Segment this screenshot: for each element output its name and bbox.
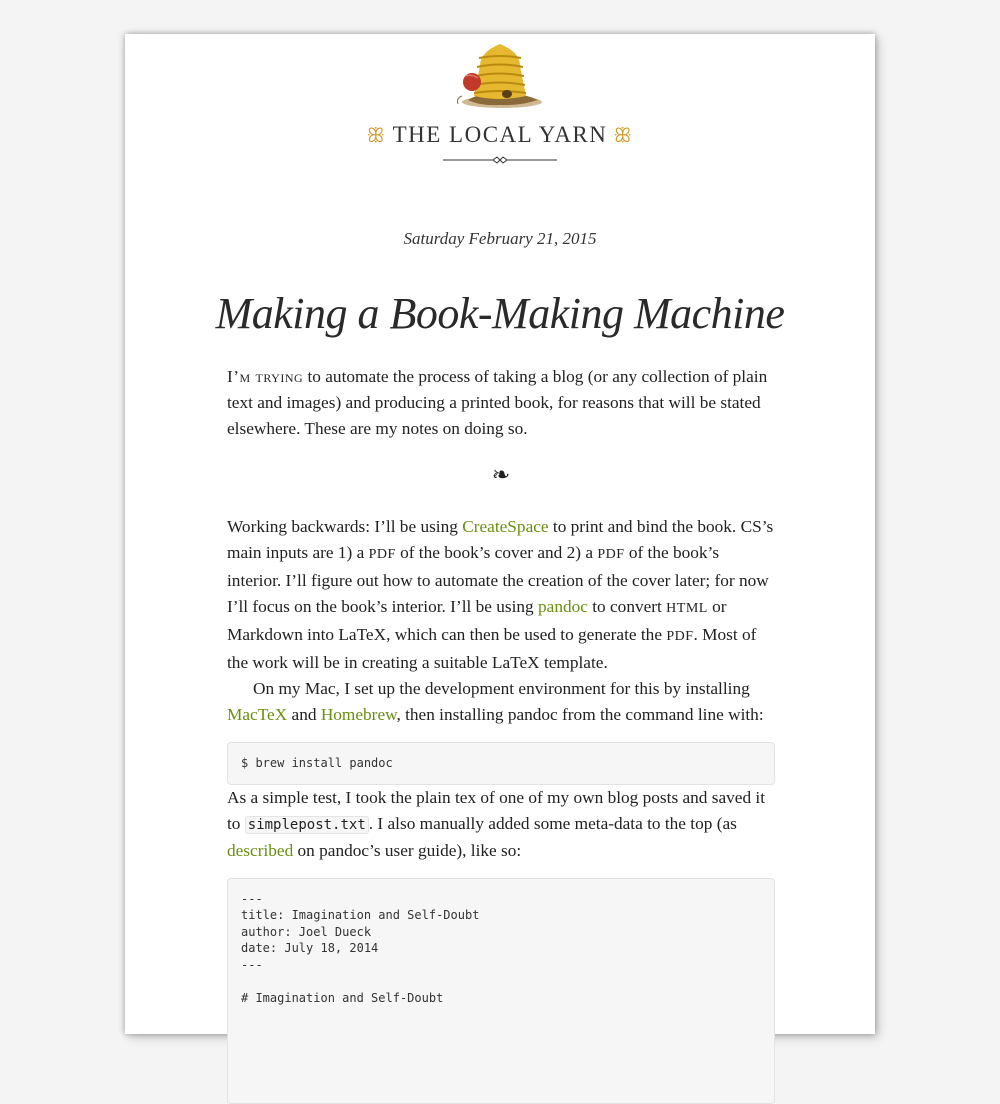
post-date: Saturday February 21, 2015	[403, 229, 597, 248]
beehive-skep-icon	[450, 40, 550, 112]
brand-divider	[443, 154, 557, 166]
code-block-install: $ brew install pandoc	[227, 742, 775, 785]
text-span: to convert	[587, 597, 667, 616]
paragraph-2	[227, 676, 775, 728]
ornament-right-icon: ꕥ	[613, 125, 634, 147]
text-span: Working backwards: I’ll be using	[227, 517, 463, 536]
text-span: . I also manually added some meta-data to the top (as	[368, 813, 737, 833]
link-described[interactable]: described	[227, 840, 294, 860]
intro-lead: I’m trying	[227, 367, 304, 386]
text-span: . Most of the work will be in creating a suitable LaTeX template.	[227, 625, 757, 672]
text-span: , then installing pandoc from the command line with:	[396, 705, 764, 724]
text-span: of the book’s interior. I’ll figure out how to automate the creation of the cover later; for now I’ll focus on the book’s interior. I’ll be using	[227, 543, 769, 616]
fleuron-icon: ❧	[491, 462, 511, 487]
link-homebrew[interactable]: Homebrew	[320, 705, 397, 724]
abbr-pdf: PDF	[597, 547, 625, 562]
intro-text: to automate the process of taking a blog (or any collection of plain text and images) and producing a printed book, for reasons that will be stated elsewhere. These are my notes on doing so.	[227, 367, 768, 438]
text-span: of the book’s cover and 2) a	[395, 543, 598, 562]
ornament-left-icon: ꕥ	[366, 125, 387, 147]
site-name[interactable]	[125, 122, 875, 148]
link-mactex[interactable]: MacTeX	[227, 705, 288, 724]
abbr-pdf: PDF	[368, 547, 396, 562]
link-pandoc[interactable]: pandoc	[538, 597, 588, 616]
abbr-pdf: PDF	[666, 629, 694, 644]
paragraph-1	[227, 514, 775, 676]
abbr-html: HTML	[666, 601, 708, 616]
intro-paragraph	[227, 364, 775, 442]
text-span: As a simple test, I took the plain tex of one of my own blog posts and saved it to	[227, 787, 766, 833]
post-body	[227, 364, 775, 1104]
paragraph-3	[227, 785, 775, 864]
text-span: or Markdown into LaTeX, which can then be used to generate the	[227, 597, 727, 644]
text-span: and	[287, 705, 321, 724]
code-block-metadata: --- title: Imagination and Self-Doubt author: Joel Dueck date: July 18, 2014 --- # Imagination and Self-Doubt	[227, 878, 775, 1104]
text-span: On my Mac, I set up the development environment for this by installing	[253, 679, 750, 698]
text-span: to print and bind the book. CS’s main inputs are 1) a	[227, 517, 774, 562]
post-title: Making a Book-Making Machine	[215, 289, 785, 338]
text-span: on pandoc’s user guide), like so:	[293, 840, 522, 860]
page	[125, 34, 875, 1034]
link-createspace[interactable]: CreateSpace	[462, 517, 549, 536]
inline-code-filename: simplepost.txt	[245, 816, 369, 834]
site-name-text: THE LOCAL YARN	[392, 122, 608, 147]
